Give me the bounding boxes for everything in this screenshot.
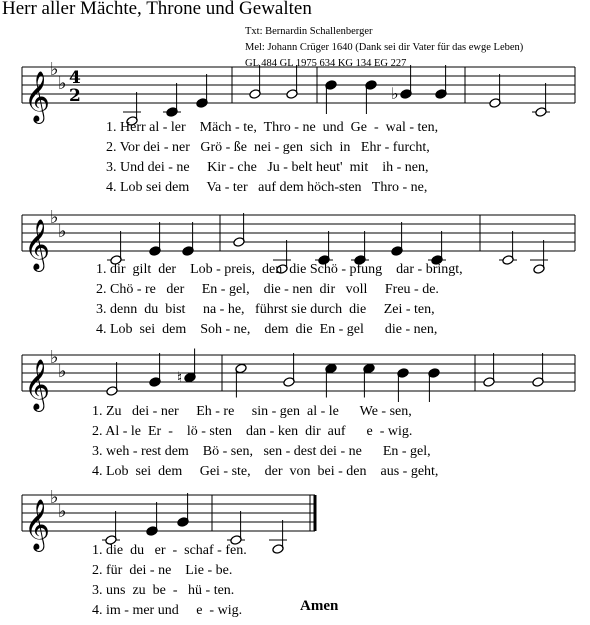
lyric-line: 3. Und dei - ne Kir - che Ju - belt heut' mit ih - nen, <box>106 160 429 175</box>
lyric-line: 4. Lob sei dem Gei - ste, der von bei - den aus - geht, <box>92 464 439 479</box>
lyric-line: 1. dir gilt der Lob - preis, den die Schö - pfung dar - bringt, <box>96 262 463 277</box>
lyric-line: 2. Al - le Er - lö - sten dan - ken dir auf e - wig. <box>92 424 413 439</box>
lyric-line: 3. uns zu be - hü - ten. <box>92 583 235 598</box>
hymnal-references: GL 484 GL 1975 634 KG 134 EG 227 <box>245 58 407 69</box>
lyric-line: 4. Lob sei dem Va - ter auf dem höch-sten Thro - ne, <box>106 180 428 195</box>
treble-clef-icon: 𝄞 <box>24 71 51 122</box>
lyric-line: 4. im - mer und e - wig. <box>92 603 243 618</box>
flat-icon: ♭ <box>50 347 59 368</box>
time-signature-bottom: 2 <box>69 86 81 106</box>
lyric-line: 2. Vor dei - ner Grö - ße nei - gen sich in Ehr - furcht, <box>106 140 430 155</box>
treble-clef-icon: 𝄞 <box>24 499 51 550</box>
text-credit: Txt: Bernardin Schallenberger <box>245 26 373 37</box>
lyric-line: 1. die du er - schaf - fen. <box>92 543 247 558</box>
lyric-line: 2. Chö - re der En - gel, die - nen dir voll Freu - de. <box>96 282 439 297</box>
melody-credit: Mel: Johann Crüger 1640 (Dank sei dir Vater für das ewge Leben) <box>245 42 524 53</box>
lyric-line: 4. Lob sei dem Soh - ne, dem die En - gel die - nen, <box>96 322 438 337</box>
lyric-line: 1. Herr al - ler Mäch - te, Thro - ne und Ge - wal - ten, <box>106 120 439 135</box>
flat-icon: ♭ <box>58 361 67 382</box>
time-signature-top: 4 <box>69 68 81 88</box>
flat-icon: ♭ <box>58 221 67 242</box>
hymn-title: Herr aller Mächte, Throne und Gewalten <box>2 0 312 19</box>
flat-icon: ♭ <box>58 73 67 94</box>
treble-clef-icon: 𝄞 <box>24 219 51 270</box>
lyric-line: 3. denn du bist na - he, führst sie durch die Zei - ten, <box>96 302 435 317</box>
treble-clef-icon: 𝄞 <box>24 359 51 410</box>
flat-icon: ♭ <box>391 84 399 103</box>
flat-icon: ♭ <box>50 59 59 80</box>
lyric-line: 2. für dei - ne Lie - be. <box>92 563 233 578</box>
flat-icon: ♭ <box>50 487 59 508</box>
amen-label: Amen <box>300 598 339 614</box>
flat-icon: ♭ <box>58 501 67 522</box>
natural-icon: ♮ <box>177 368 183 387</box>
lyric-line: 1. Zu dei - ner Eh - re sin - gen al - le We - sen, <box>92 404 412 419</box>
flat-icon: ♭ <box>50 207 59 228</box>
lyric-line: 3. weh - rest dem Bö - sen, sen - dest dei - ne En - gel, <box>92 444 431 459</box>
